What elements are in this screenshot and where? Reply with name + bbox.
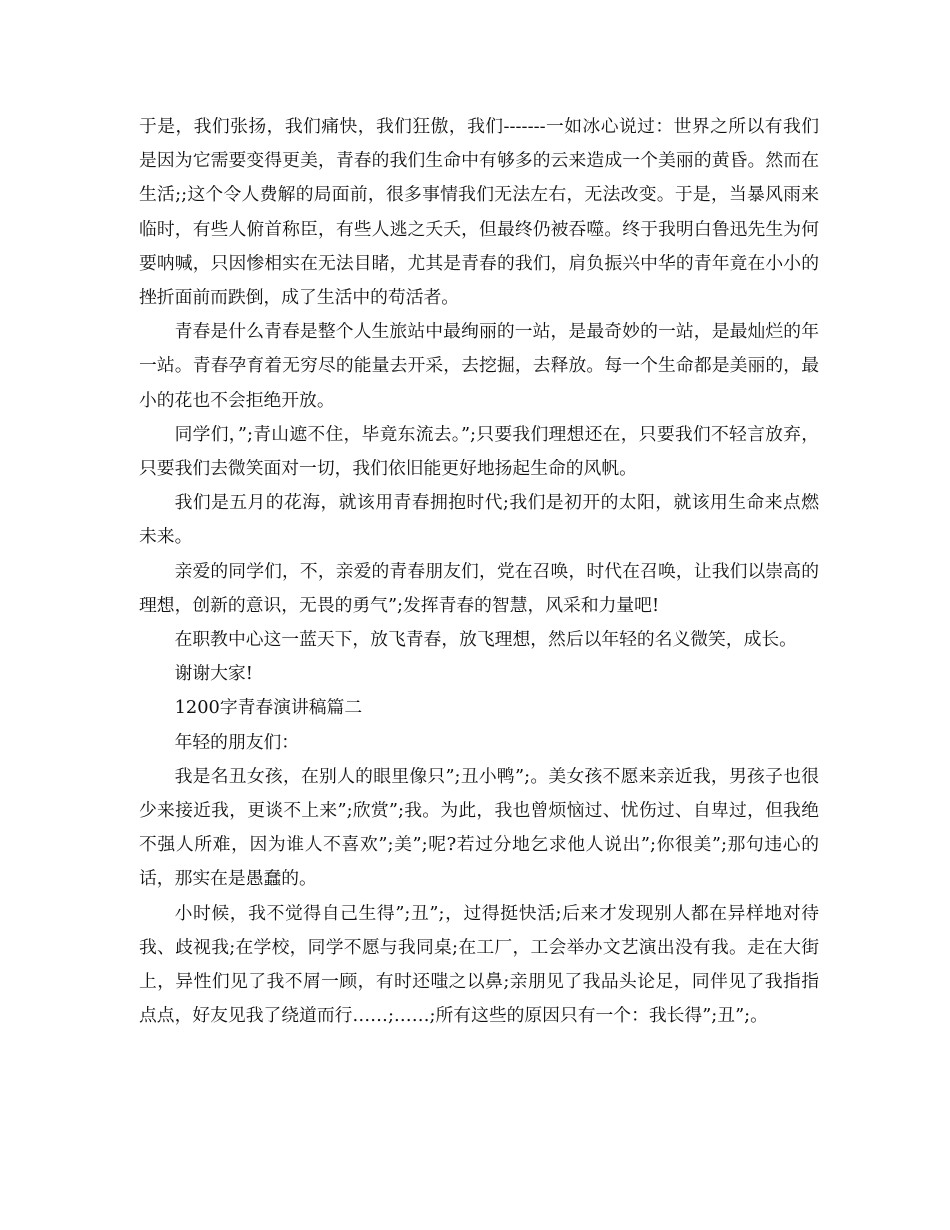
document-body (139, 110, 819, 1033)
paragraph: 青春是什么青春是整个人生旅站中最绚丽的一站，是最奇妙的一站，是最灿烂的年一站。青春孕育着无穷尽的能量去开采，去挖掘，去释放。每一个生命都是美丽的，最小的花也不会拒绝开放。 (139, 321, 819, 411)
paragraph: 于是，我们张扬，我们痛快，我们狂傲，我们-------一如冰心说过：世界之所以有我们是因为它需要变得更美，青春的我们生命中有够多的云来造成一个美丽的黄昏。然而在生活;;这个令人费解的局面前，很多事情我们无法左右，无法改变。于是，当暴风雨来临时，有些人俯首称臣，有些人逃之夭夭，但最终仍被吞噬。终于我明白鲁迅先生为何要呐喊，只因惨相实在无法目睹，尤其是青春的我们，肩负振兴中华的青年竟在小小的挫折面前而跌倒，成了生活中的苟活者。 (139, 116, 819, 309)
paragraph: 谢谢大家! (174, 663, 253, 685)
salutation: 年轻的朋友们： (174, 731, 300, 753)
paragraph: 同学们，”;青山遮不住，毕竟东流去。”;只要我们理想还在，只要我们不轻言放弃，只要我们去微笑面对一切，我们依旧能更好地扬起生命的风帆。 (139, 423, 819, 480)
paragraph: 我是名丑女孩，在别人的眼里像只”;丑小鸭”;。美女孩不愿来亲近我，男孩子也很少来接近我，更谈不上来”;欣赏”;我。为此，我也曾烦恼过、忧伤过、自卑过，但我绝不强人所难，因为谁人不喜欢”;美”;呢?若过分地乞求他人说出”;你很美”;那句违心的话，那实在是愚蠢的。 (139, 765, 819, 890)
paragraph: 我们是五月的花海，就该用青春拥抱时代;我们是初开的太阳，就该用生命来点燃未来。 (139, 492, 819, 548)
section-heading: 1200字青春演讲稿篇二 (174, 697, 363, 719)
paragraph: 在职教中心这一蓝天下，放飞青春，放飞理想，然后以年轻的名义微笑，成长。 (174, 629, 797, 651)
paragraph: 亲爱的同学们，不，亲爱的青春朋友们，党在召唤，时代在召唤，让我们以崇高的理想，创新的意识，无畏的勇气”;发挥青春的智慧，风采和力量吧! (139, 560, 819, 616)
paragraph: 小时候，我不觉得自己生得”;丑”;，过得挺快活;后来才发现别人都在异样地对待我、歧视我;在学校，同学不愿与我同桌;在工厂，工会举办文艺演出没有我。走在大街上，异性们见了我不屑一顾，有时还嗤之以鼻;亲朋见了我品头论足，同伴见了我指指点点，好友见我了绕道而行……;……;所有这些的原因只有一个：我长得”;丑”;。 (139, 902, 819, 1027)
